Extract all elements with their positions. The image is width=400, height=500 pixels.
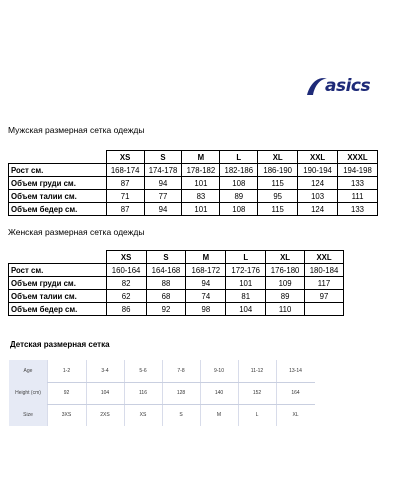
table-cell: 83 [182,190,220,203]
table-cell: S [179,412,183,418]
table-cell: 1-2 [62,368,71,374]
row-label: Height (cm) [9,382,47,404]
men-size-table [8,150,378,216]
table-cell: 128 [176,390,186,396]
kids-size-title: Детская размерная сетка [10,340,110,349]
row-label: Объем груди см. [9,277,107,290]
table-cell: 168-174 [106,164,144,177]
row-label: Рост см. [9,264,107,277]
table-cell: 11-12 [250,368,264,374]
table-cell: 81 [226,290,266,303]
table-cell: 174-178 [144,164,182,177]
women-size-title: Женская размерная сетка одежды [8,227,145,237]
table-row [9,264,344,277]
table-cell: 62 [106,290,146,303]
size-header: L [226,251,266,264]
table-cell: 82 [106,277,146,290]
table-cell: 92 [63,390,70,396]
size-header: XXL [305,251,344,264]
table-cell: 103 [298,190,338,203]
table-cell: 111 [338,190,378,203]
brand-wordmark: asics [325,76,371,96]
table-cell: 89 [266,290,305,303]
row-label: Рост см. [9,164,107,177]
size-header: M [182,151,220,164]
table-row [9,360,315,383]
table-row [9,404,315,426]
row-label: Объем бедер см. [9,203,107,216]
table-cell: 140 [214,390,224,396]
table-cell: XS [139,412,147,418]
row-label: Объем талии см. [9,190,107,203]
table-cell: L [255,412,259,418]
table-cell: 94 [144,177,182,190]
table-cell [305,303,344,316]
table-cell: 194-198 [338,164,378,177]
table-cell: 7-8 [177,368,185,374]
table-cell: 71 [106,190,144,203]
table-cell: 176-180 [266,264,305,277]
table-cell: 124 [298,203,338,216]
row-label: Age [9,360,47,382]
table-cell: 110 [266,303,305,316]
table-cell: 116 [139,390,147,396]
table-cell: 117 [305,277,344,290]
size-header: XXL [298,151,338,164]
table-cell: 164-168 [146,264,186,277]
table-cell: 160-164 [106,264,146,277]
table-cell: 13-14 [289,368,302,374]
size-header: S [144,151,182,164]
table-cell: M [216,412,222,418]
table-row [9,203,378,216]
table-row [9,177,378,190]
table-cell: 104 [226,303,266,316]
size-header: XL [266,251,305,264]
row-label: Объем бедер см. [9,303,107,316]
table-cell: 108 [220,177,258,190]
table-cell: 2XS [100,412,110,418]
table-cell: 115 [258,203,298,216]
table-cell: 164 [291,390,300,396]
table-cell: 9-10 [213,368,224,374]
table-cell: 168-172 [186,264,226,277]
table-cell: 86 [106,303,146,316]
table-cell: 133 [338,203,378,216]
table-cell: 115 [258,177,298,190]
table-cell: 178-182 [182,164,220,177]
table-row [9,382,315,405]
men-size-header-row [9,151,378,164]
table-cell: 133 [338,177,378,190]
table-cell: 152 [252,390,262,396]
table-cell: 92 [146,303,186,316]
table-cell: 74 [186,290,226,303]
women-size-table [8,250,344,316]
table-cell: 68 [146,290,186,303]
table-cell: 124 [298,177,338,190]
table-cell: 3-4 [101,368,109,374]
women-size-header-row [9,251,344,264]
size-header: L [220,151,258,164]
table-cell: 101 [226,277,266,290]
table-cell: XL [292,412,299,418]
kids-size-table [9,360,315,426]
table-row [9,277,344,290]
table-row [9,164,378,177]
size-header: M [186,251,226,264]
row-label: Size [9,404,47,426]
table-row [9,290,344,303]
table-cell: 87 [106,203,144,216]
row-label: Объем груди см. [9,177,107,190]
table-cell: 180-184 [305,264,344,277]
table-cell: 108 [220,203,258,216]
size-header: XXXL [338,151,378,164]
row-label: Объем талии см. [9,290,107,303]
table-cell: 95 [258,190,298,203]
size-header: XS [106,151,144,164]
size-header: XL [258,151,298,164]
table-cell: 3XS [61,412,72,418]
table-cell: 87 [106,177,144,190]
table-cell: 98 [186,303,226,316]
table-cell: 172-176 [226,264,266,277]
corner-cell [9,151,107,164]
table-cell: 5-6 [139,368,147,374]
table-cell: 94 [186,277,226,290]
table-cell: 101 [182,203,220,216]
table-cell: 94 [144,203,182,216]
size-header: S [146,251,186,264]
table-cell: 186-190 [258,164,298,177]
table-row [9,190,378,203]
corner-cell [9,251,107,264]
men-size-title: Мужская размерная сетка одежды [8,125,145,135]
table-cell: 109 [266,277,305,290]
size-header: XS [106,251,146,264]
table-cell: 89 [220,190,258,203]
table-row [9,303,344,316]
table-cell: 88 [146,277,186,290]
table-cell: 104 [100,390,110,396]
asics-logo [305,74,377,98]
table-cell: 101 [182,177,220,190]
table-cell: 77 [144,190,182,203]
table-cell: 190-194 [298,164,338,177]
table-cell: 182-186 [220,164,258,177]
table-cell: 97 [305,290,344,303]
